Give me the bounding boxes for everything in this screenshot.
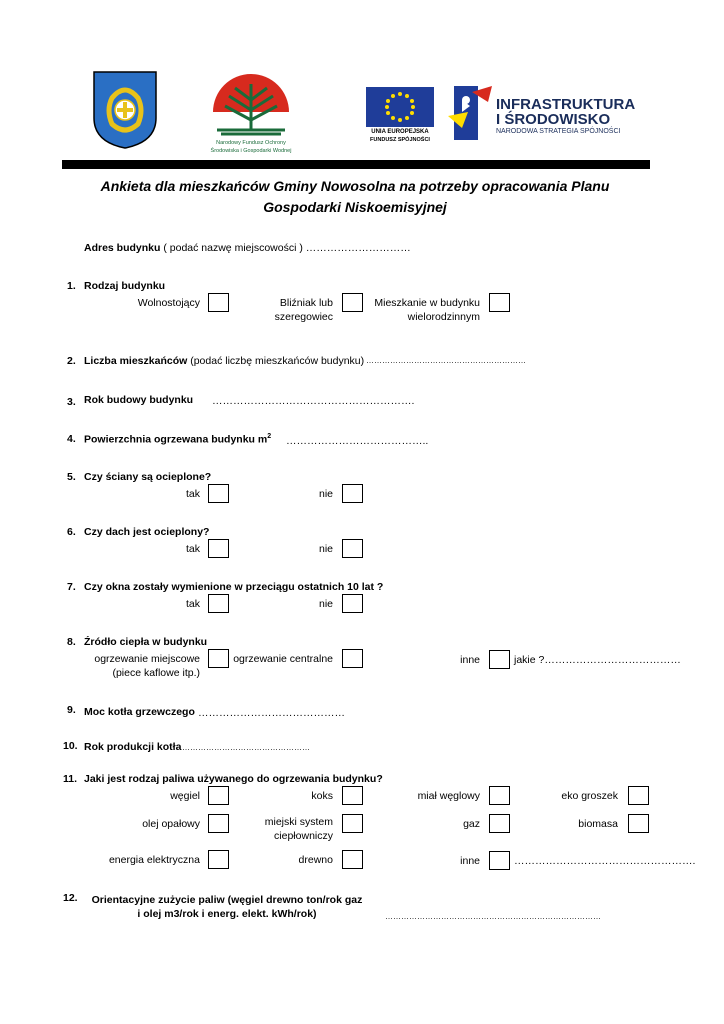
q11-gaz-label: gaz xyxy=(463,818,480,830)
q11-energia-checkbox[interactable] xyxy=(208,850,229,869)
q2-title: Liczba mieszkańców xyxy=(84,355,188,367)
q5-yes-checkbox[interactable] xyxy=(208,484,229,503)
q11-inne-label: inne xyxy=(460,855,480,867)
q12-title-line1: Orientacyjne zużycie paliw (węgiel drewno ton/rok gaz xyxy=(91,894,363,906)
q1-opt-mieszkanie-checkbox[interactable] xyxy=(489,293,510,312)
q9-title: Moc kotła grzewczego xyxy=(84,706,195,718)
q4-number: 4. xyxy=(67,433,76,445)
q11-energia-label: energia elektryczna xyxy=(108,854,200,866)
q7-yes-label: tak xyxy=(185,598,200,610)
q11-drewno-label: drewno xyxy=(298,854,333,866)
q11-eko-checkbox[interactable] xyxy=(628,786,649,805)
q11-olej-checkbox[interactable] xyxy=(208,814,229,833)
q11-wegiel-label: węgiel xyxy=(170,790,200,802)
q4-fill-line[interactable]: ………………………………….. xyxy=(286,435,429,447)
q7-no-checkbox[interactable] xyxy=(342,594,363,613)
q11-inne-checkbox[interactable] xyxy=(489,851,510,870)
q8-opt-inne-checkbox[interactable] xyxy=(489,650,510,669)
address-row[interactable] xyxy=(84,242,411,254)
q6-no-checkbox[interactable] xyxy=(342,539,363,558)
q11-miejski-label-line2: ciepłowniczy xyxy=(274,830,333,842)
q11-inne-fill-line[interactable]: ……………………………………………. xyxy=(514,855,696,867)
eu-caption-line1: UNIA EUROPEJSKA xyxy=(371,129,429,135)
q11-koks-label: koks xyxy=(311,790,333,802)
document-title-line2: Gospodarki Niskoemisyjnej xyxy=(263,199,447,215)
q12-number: 12. xyxy=(63,892,78,904)
q3-fill-line[interactable]: …………………………………………………. xyxy=(212,395,415,407)
address-hint: ( podać nazwę miejscowości ) xyxy=(163,242,303,254)
q6-number: 6. xyxy=(67,526,76,538)
q8-opt-centralne-checkbox[interactable] xyxy=(342,649,363,668)
q5-number: 5. xyxy=(67,471,76,483)
q8-opt-inne-label: inne xyxy=(460,654,480,666)
eu-caption-line2: FUNDUSZ SPÓJNOŚCI xyxy=(370,137,430,143)
q12-fill-line[interactable]: ……………………………………………………………………… xyxy=(385,912,601,921)
q7-number: 7. xyxy=(67,581,76,593)
q11-mial-label: miał węglowy xyxy=(417,790,480,802)
q11-mial-checkbox[interactable] xyxy=(489,786,510,805)
q2-number: 2. xyxy=(67,355,76,367)
q7-no-label: nie xyxy=(318,598,333,610)
q1-opt-blizniak-label-line1: Bliźniak lub xyxy=(279,297,333,309)
q3-title: Rok budowy budynku xyxy=(84,394,194,406)
q5-title: Czy ściany są ocieplone? xyxy=(84,471,212,483)
q11-title: Jaki jest rodzaj paliwa używanego do ogrzewania budynku? xyxy=(84,773,383,785)
q8-opt-centralne-label: ogrzewanie centralne xyxy=(233,653,333,665)
q1-title: Rodzaj budynku xyxy=(84,280,166,292)
q3-number: 3. xyxy=(67,396,76,408)
q8-title: Źródło ciepła w budynku xyxy=(84,636,208,648)
q5-yes-label: tak xyxy=(185,488,200,500)
q11-koks-checkbox[interactable] xyxy=(342,786,363,805)
q12-title-line2: i olej m3/rok i energ. elekt. kWh/rok) xyxy=(137,908,317,920)
q7-title: Czy okna zostały wymienione w przeciągu ostatnich 10 lat ? xyxy=(84,581,384,593)
q4-title xyxy=(84,433,271,446)
q2-row xyxy=(84,355,364,367)
q5-no-checkbox[interactable] xyxy=(342,484,363,503)
q2-fill-line[interactable]: …………………………………………………… xyxy=(366,356,526,365)
infrastruktura-title-line2: I ŚRODOWISKO xyxy=(496,111,611,128)
q2-hint: (podać liczbę mieszkańców budynku) xyxy=(190,355,365,367)
q10-title: Rok produkcji kotła xyxy=(84,741,182,753)
nfosigw-caption-line1: Narodowy Fundusz Ochrony xyxy=(216,140,286,146)
infrastruktura-emblem-icon xyxy=(448,82,496,144)
infrastruktura-title-line1: INFRASTRUKTURA xyxy=(496,96,636,113)
q5-no-label: nie xyxy=(318,488,333,500)
document-title xyxy=(60,176,650,218)
q6-title: Czy dach jest ocieplony? xyxy=(84,526,210,538)
address-fill-line[interactable]: ………………………… xyxy=(305,242,411,254)
q1-opt-mieszkanie-label-line2: wielorodzinnym xyxy=(407,311,480,323)
infrastruktura-subtitle: NARODOWA STRATEGIA SPÓJNOŚCI xyxy=(496,128,621,135)
q8-opt-miejscowe-label-line2: (piece kaflowe itp.) xyxy=(112,667,200,679)
q11-number: 11. xyxy=(63,773,78,785)
q11-wegiel-checkbox[interactable] xyxy=(208,786,229,805)
q11-miejski-checkbox[interactable] xyxy=(342,814,363,833)
q9-fill-line[interactable]: …………………………………… xyxy=(198,707,345,719)
q1-opt-mieszkanie-label-line1: Mieszkanie w budynku xyxy=(374,297,480,309)
q10-number: 10. xyxy=(63,740,78,752)
nfosigw-caption-line2: Środowiska i Gospodarki Wodnej xyxy=(210,148,292,154)
q11-miejski-label-line1: miejski system xyxy=(264,816,333,828)
q4-title-text: Powierzchnia ogrzewana budynku m xyxy=(84,433,268,446)
q1-opt-wolnostojacy-checkbox[interactable] xyxy=(208,293,229,312)
q1-opt-blizniak-label-line2: szeregowiec xyxy=(274,311,333,323)
document-title-line1: Ankieta dla mieszkańców Gminy Nowosolna na potrzeby opracowania Planu xyxy=(100,178,610,194)
q8-opt-miejscowe-label-line1: ogrzewanie miejscowe xyxy=(94,653,200,665)
q1-number: 1. xyxy=(67,280,76,292)
coat-of-arms-logo xyxy=(92,70,158,150)
q11-biomasa-label: biomasa xyxy=(578,818,618,830)
q8-number: 8. xyxy=(67,636,76,648)
q9-number: 9. xyxy=(67,704,76,716)
eu-logo xyxy=(365,86,435,146)
coat-of-arms-icon xyxy=(92,70,158,150)
nfosigw-emblem-icon xyxy=(205,66,297,138)
q4-title-sup: 2 xyxy=(267,433,272,440)
q11-olej-label: olej opałowy xyxy=(142,818,200,830)
q11-biomasa-checkbox[interactable] xyxy=(628,814,649,833)
q6-yes-checkbox[interactable] xyxy=(208,539,229,558)
q1-opt-wolnostojacy-label: Wolnostojący xyxy=(137,297,200,309)
header-divider-bar xyxy=(62,160,650,169)
infrastruktura-logo xyxy=(448,82,648,146)
q11-eko-label: eko groszek xyxy=(561,790,618,802)
eu-flag-icon xyxy=(365,86,435,128)
q11-gaz-checkbox[interactable] xyxy=(489,814,510,833)
q8-other-fill-line[interactable]: jakie ?………………………………… xyxy=(514,654,681,666)
q6-no-label: nie xyxy=(318,543,333,555)
q10-fill-line[interactable]: ………………………………………… xyxy=(182,743,310,752)
q7-yes-checkbox[interactable] xyxy=(208,594,229,613)
q11-drewno-checkbox[interactable] xyxy=(342,850,363,869)
address-label: Adres budynku xyxy=(84,242,161,254)
q8-opt-miejscowe-checkbox[interactable] xyxy=(208,649,229,668)
nfosigw-logo xyxy=(205,66,297,162)
q6-yes-label: tak xyxy=(185,543,200,555)
